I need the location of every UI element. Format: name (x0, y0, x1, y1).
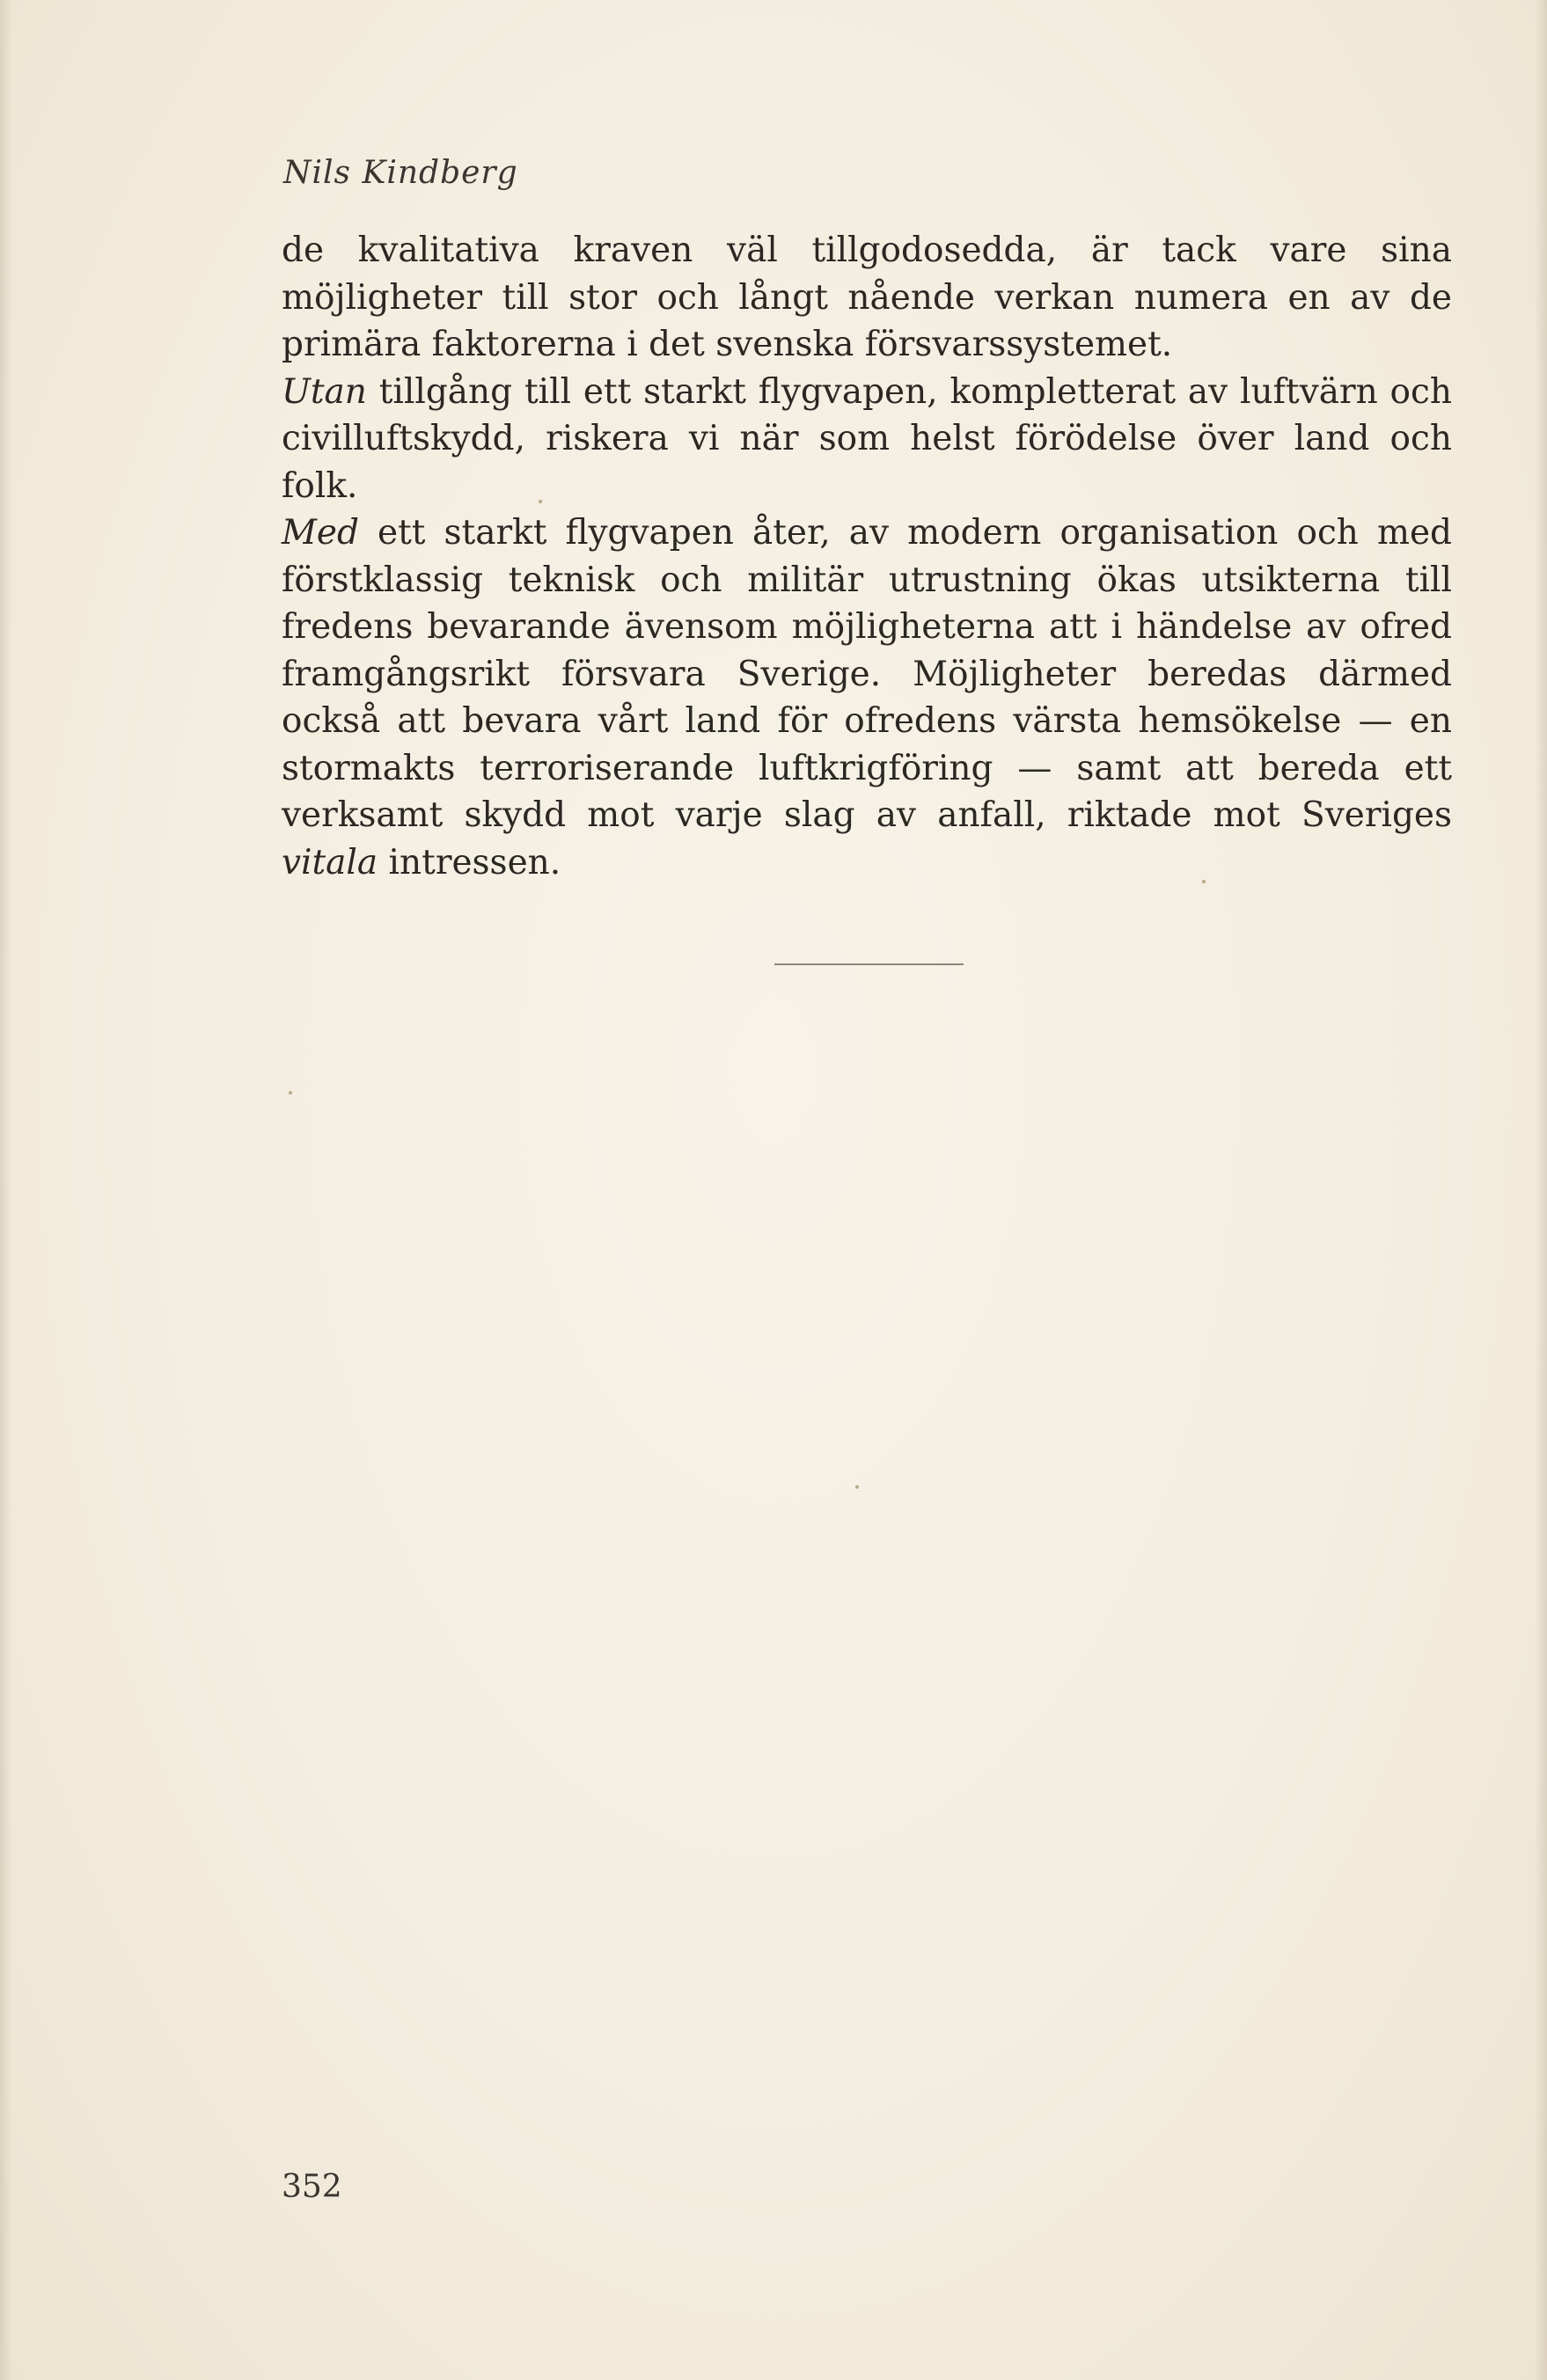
paragraph-3-text: ett starkt flygvapen åter, av modern organisation och med förstklassig teknisk och militär utrustning ökas utsikterna till fredens bevarande ävensom möjligheterna att i händelse av ofred framgångsrikt försvara Sverige. Möjligheter beredas därmed också att bevara vårt land för ofredens värsta hemsökelse — en stormakts terroriserande luftkrigföring — samt att bereda ett verksamt skydd mot varje slag av anfall, riktade mot Sveriges (282, 513, 1452, 835)
page-edge-shadow-left (0, 0, 12, 2380)
paragraph-2-emphasis: Utan (282, 371, 367, 412)
section-end-rule (774, 963, 964, 965)
paragraph-2-text: tillgång till ett starkt flygvapen, kompletterat av luftvärn och civilluftskydd, riskera vi när som helst förödelse över land och folk. (282, 371, 1452, 506)
paragraph-3-emphasis: Med (282, 513, 359, 553)
paragraph-3-text-end: intressen. (378, 842, 561, 882)
paragraph-3 (282, 509, 1452, 886)
paper-speck (289, 1091, 292, 1095)
paper-speck (855, 1485, 859, 1489)
paragraph-3-trailing-emphasis: vitala (282, 842, 378, 882)
running-head: Nils Kindberg (283, 155, 518, 191)
page-number: 352 (282, 2169, 342, 2205)
paper-speck (1202, 880, 1206, 883)
page-edge-shadow-right (1535, 0, 1547, 2380)
body-text (282, 227, 1452, 886)
paper-speck (539, 500, 542, 503)
paragraph-2 (282, 369, 1452, 510)
paragraph-1: de kvalitativa kraven väl tillgodosedda, är tack vare sina möjligheter till stor och långt nående verkan numera en av de primära faktorerna i det svenska försvarssystemet. (282, 231, 1452, 364)
